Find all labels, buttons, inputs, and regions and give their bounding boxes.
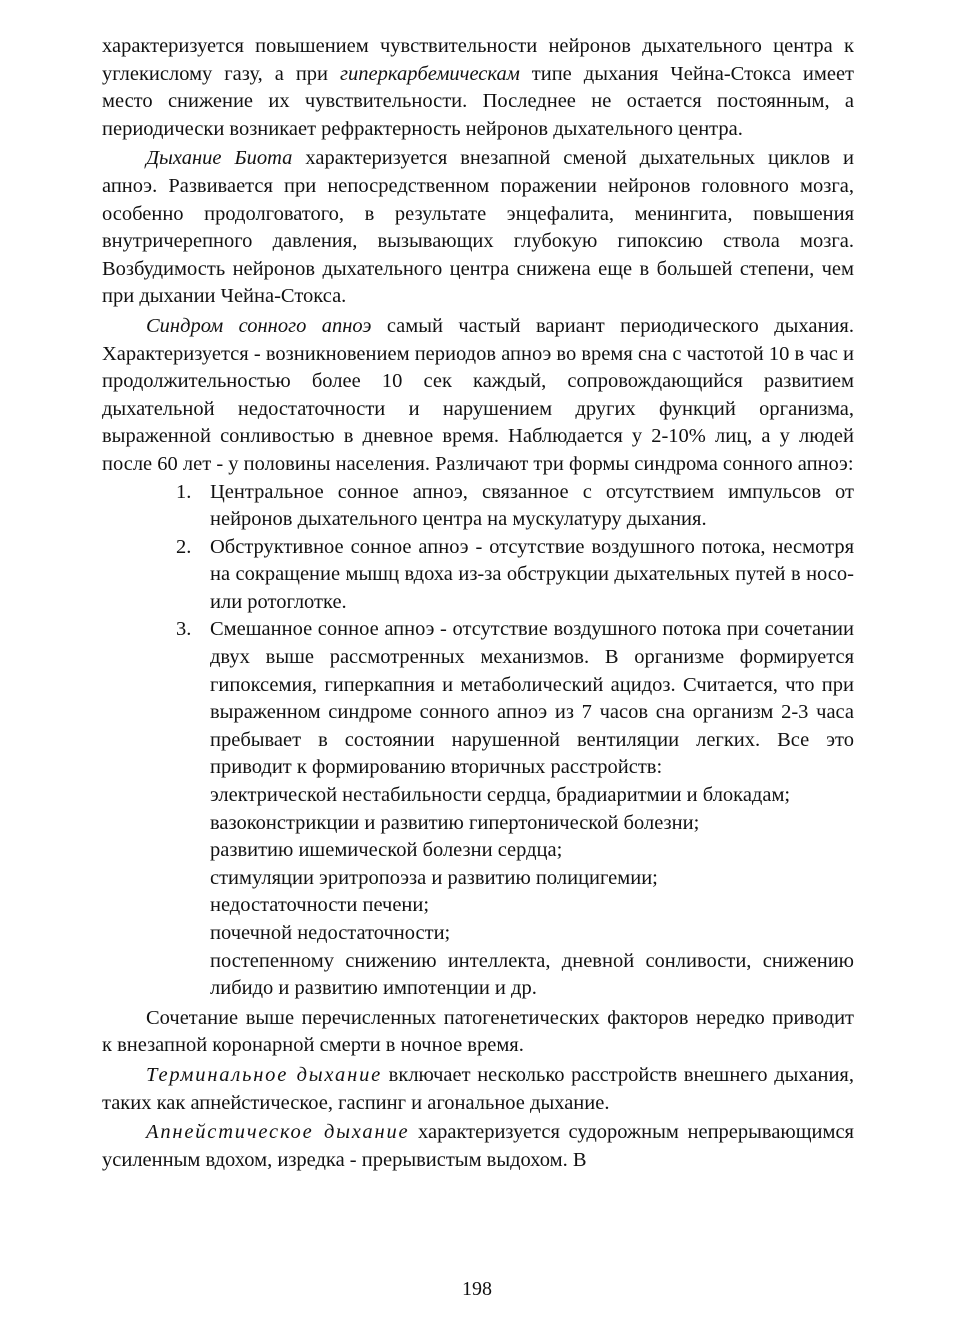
paragraph-text: характеризуется судорожным непрерывающимся усиленным вдохом, изредка - прерывистым выдохом. В — [102, 1121, 854, 1171]
paragraph-terminal-breathing — [102, 1062, 854, 1117]
paragraph-text: характеризуется повышением чувствительности нейронов дыхательного центра к углекислому газу, а при — [102, 35, 854, 85]
page-number: 198 — [462, 1278, 492, 1300]
paragraph-text: характеризуется внезапной сменой дыхательных циклов и апноэ. Развивается при непосредственном поражении нейронов головного мозга, особенно продолговатого, в результате энцефалита, менингита, повышения внутричерепного давления, вызывающих глубокую гипоксию ствола мозга. Возбудимость нейронов дыхательного центра снижена еще в большей степени, чем при дыхании Чейна-Стокса. — [102, 147, 855, 308]
disorder-line: недостаточности печени; — [210, 894, 430, 917]
italic-term: Терминальное дыхание — [146, 1063, 383, 1086]
paragraph-text: самый частый вариант периодического дыхания. Характеризуется - возникновением периодов апноэ во время сна с частотой 10 в час и продолжительностью более 10 сек каждый, сопровождающийся развитием дыхательной недостаточности и нарушением других функций организма, выраженной сонливостью в дневное время. Наблюдается у 2-10% лиц, а у людей после 60 лет - у половины населения. Различают три формы синдрома сонного апноэ: — [102, 314, 854, 475]
paragraph-text: типе дыхания Чейна-Стокса имеет место снижение их чувствительности. Последнее не остается постоянным, а периодически возникает рефрактерность нейронов дыхательного центра. — [102, 62, 855, 140]
list-item — [102, 534, 854, 617]
disorder-line: стимуляции эритропоэза и развитию полицигемии; — [210, 866, 658, 889]
italic-term: Апнейстическое дыхание — [146, 1121, 410, 1144]
paragraph-sleep-apnea — [102, 313, 854, 479]
paragraph-apneustic-breathing — [102, 1119, 854, 1174]
paragraph-biot-breathing — [102, 145, 854, 311]
paragraph-text: включает несколько расстройств внешнего дыхания, таких как апнейстическое, гаспинг и агональное дыхание. — [102, 1063, 854, 1114]
list-item-text: Обструктивное сонное апноэ - отсутствие воздушного потока, несмотря на сокращение мышц вдоха из-за обструкции дыхательных путей в носо- или ротоглотке. — [210, 535, 854, 613]
italic-term: гиперкарбемическам — [340, 62, 520, 85]
disorder-line: почечной недостаточности; — [210, 922, 451, 944]
secondary-disorders-list — [102, 782, 854, 1003]
list-number: 3. — [176, 618, 192, 641]
apnea-forms-list — [102, 479, 854, 783]
list-number: 2. — [176, 535, 192, 558]
list-item-text: Центральное сонное апноэ, связанное с отсутствием импульсов от нейронов дыхательного центра на мускулатуру дыхания. — [210, 480, 854, 531]
disorder-line: вазоконстрикции и развитию гипертонической болезни; — [210, 811, 700, 834]
paragraph-coronary-death: Сочетание выше перечисленных патогенетических факторов нередко приводит к внезапной коронарной смерти в ночное время. — [102, 1006, 854, 1057]
list-number: 1. — [176, 480, 192, 503]
disorder-line: электрической нестабильности сердца, брадиаритмии и блокадам; — [210, 784, 791, 807]
list-item — [102, 616, 854, 782]
list-item-text: Смешанное сонное апноэ - отсутствие воздушного потока при сочетании двух выше рассмотренных механизмов. В организме формируется гипоксемия, гиперкапния и метаболический ацидоз. Считается, что при выраженном синдроме сонного апноэ из 7 часов сна организм 2-3 часа пребывает в состоянии нарушенной вентиляции легких. Все это приводит к формированию вторичных расстройств: — [210, 618, 854, 779]
italic-term: Синдром сонного апноэ — [146, 314, 372, 337]
list-item — [102, 479, 854, 534]
paragraph-cheyne-stokes-continued — [102, 33, 854, 143]
italic-term: Дыхание Биота — [146, 147, 293, 170]
disorder-line: постепенному снижению интеллекта, дневной сонливости, снижению либидо и развитию импотенции и др. — [210, 949, 854, 1000]
document-page — [102, 33, 854, 1174]
disorder-line: развитию ишемической болезни сердца; — [210, 839, 563, 862]
